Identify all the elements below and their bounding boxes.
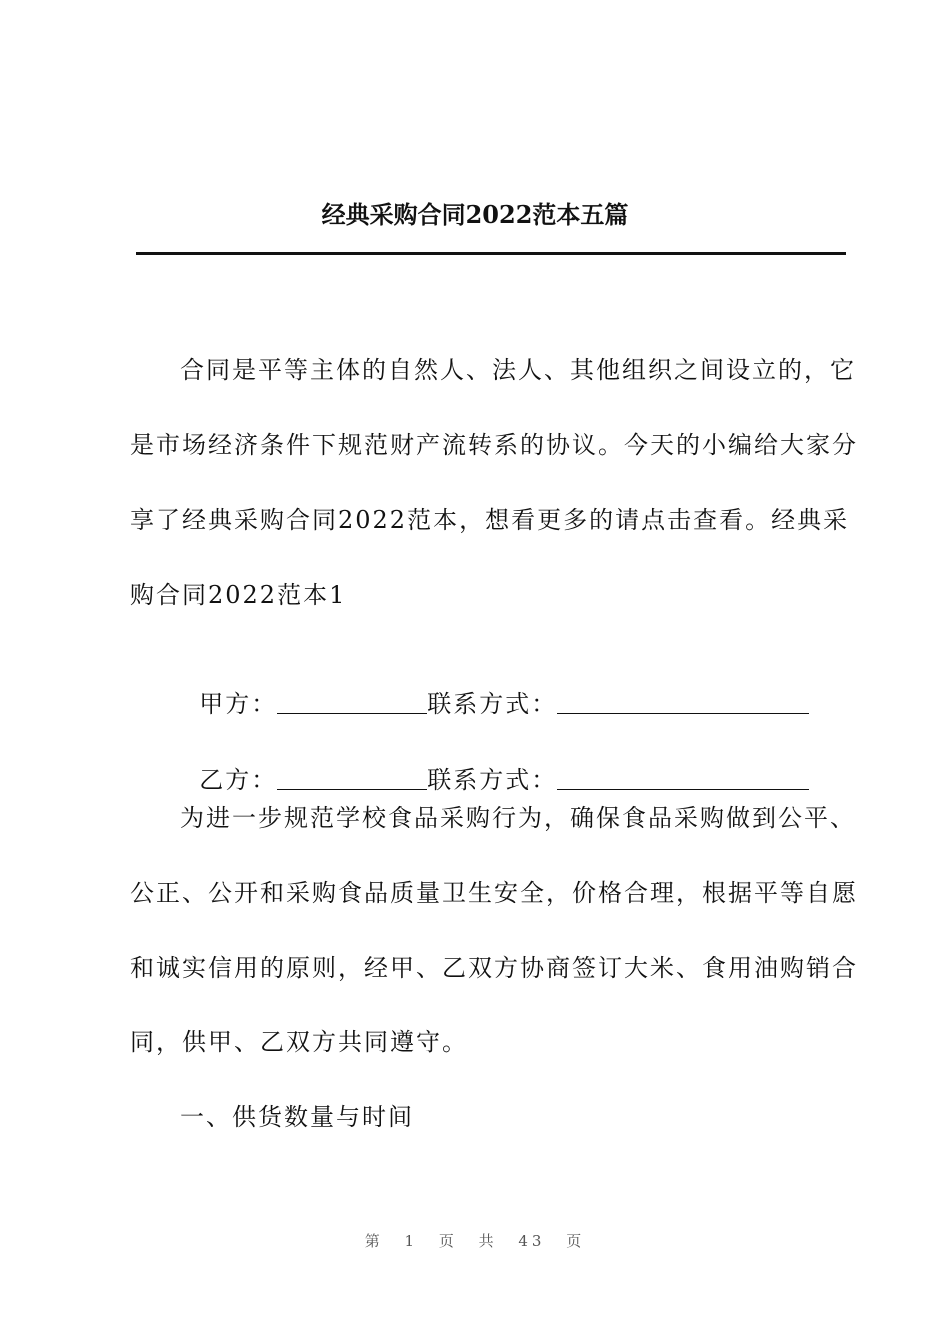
page-footer: 第 1 页 共 43 页 [364,1232,586,1250]
purpose-line-2: 公正、公开和采购食品质量卫生安全，价格合理，根据平等自愿 [130,879,858,907]
purpose-line-3: 和诚实信用的原则，经甲、乙双方协商签订大米、食用油购销合 [130,954,858,982]
party-b-row [180,729,809,797]
section-1-heading: 一、供货数量与时间 [180,1103,414,1131]
purpose-line-1: 为进一步规范学校食品采购行为，确保食品采购做到公平、 [180,804,856,832]
intro-line-2: 是市场经济条件下规范财产流转系的协议。今天的小编给大家分 [130,431,858,459]
intro-line-3: 享了经典采购合同2022范本，想看更多的请点击查看。经典采 [130,506,850,534]
party-a-contact-blank [557,689,809,714]
party-a-name-blank [277,689,427,714]
party-b-label: 乙方： [199,766,278,794]
purpose-line-4: 同，供甲、乙双方共同遵守。 [130,1028,468,1056]
title-rule [136,252,846,255]
party-a-contact-label: 联系方式： [427,690,558,718]
page-title: 经典采购合同2022范本五篇 [321,200,629,229]
party-b-name-blank [277,765,427,790]
intro-line-4: 购合同2022范本1 [130,581,347,609]
party-a-label: 甲方： [199,690,278,718]
party-b-contact-blank [557,765,809,790]
intro-line-1: 合同是平等主体的自然人、法人、其他组织之间设立的，它 [180,356,856,384]
party-a-row [180,653,809,721]
party-b-contact-label: 联系方式： [427,766,558,794]
